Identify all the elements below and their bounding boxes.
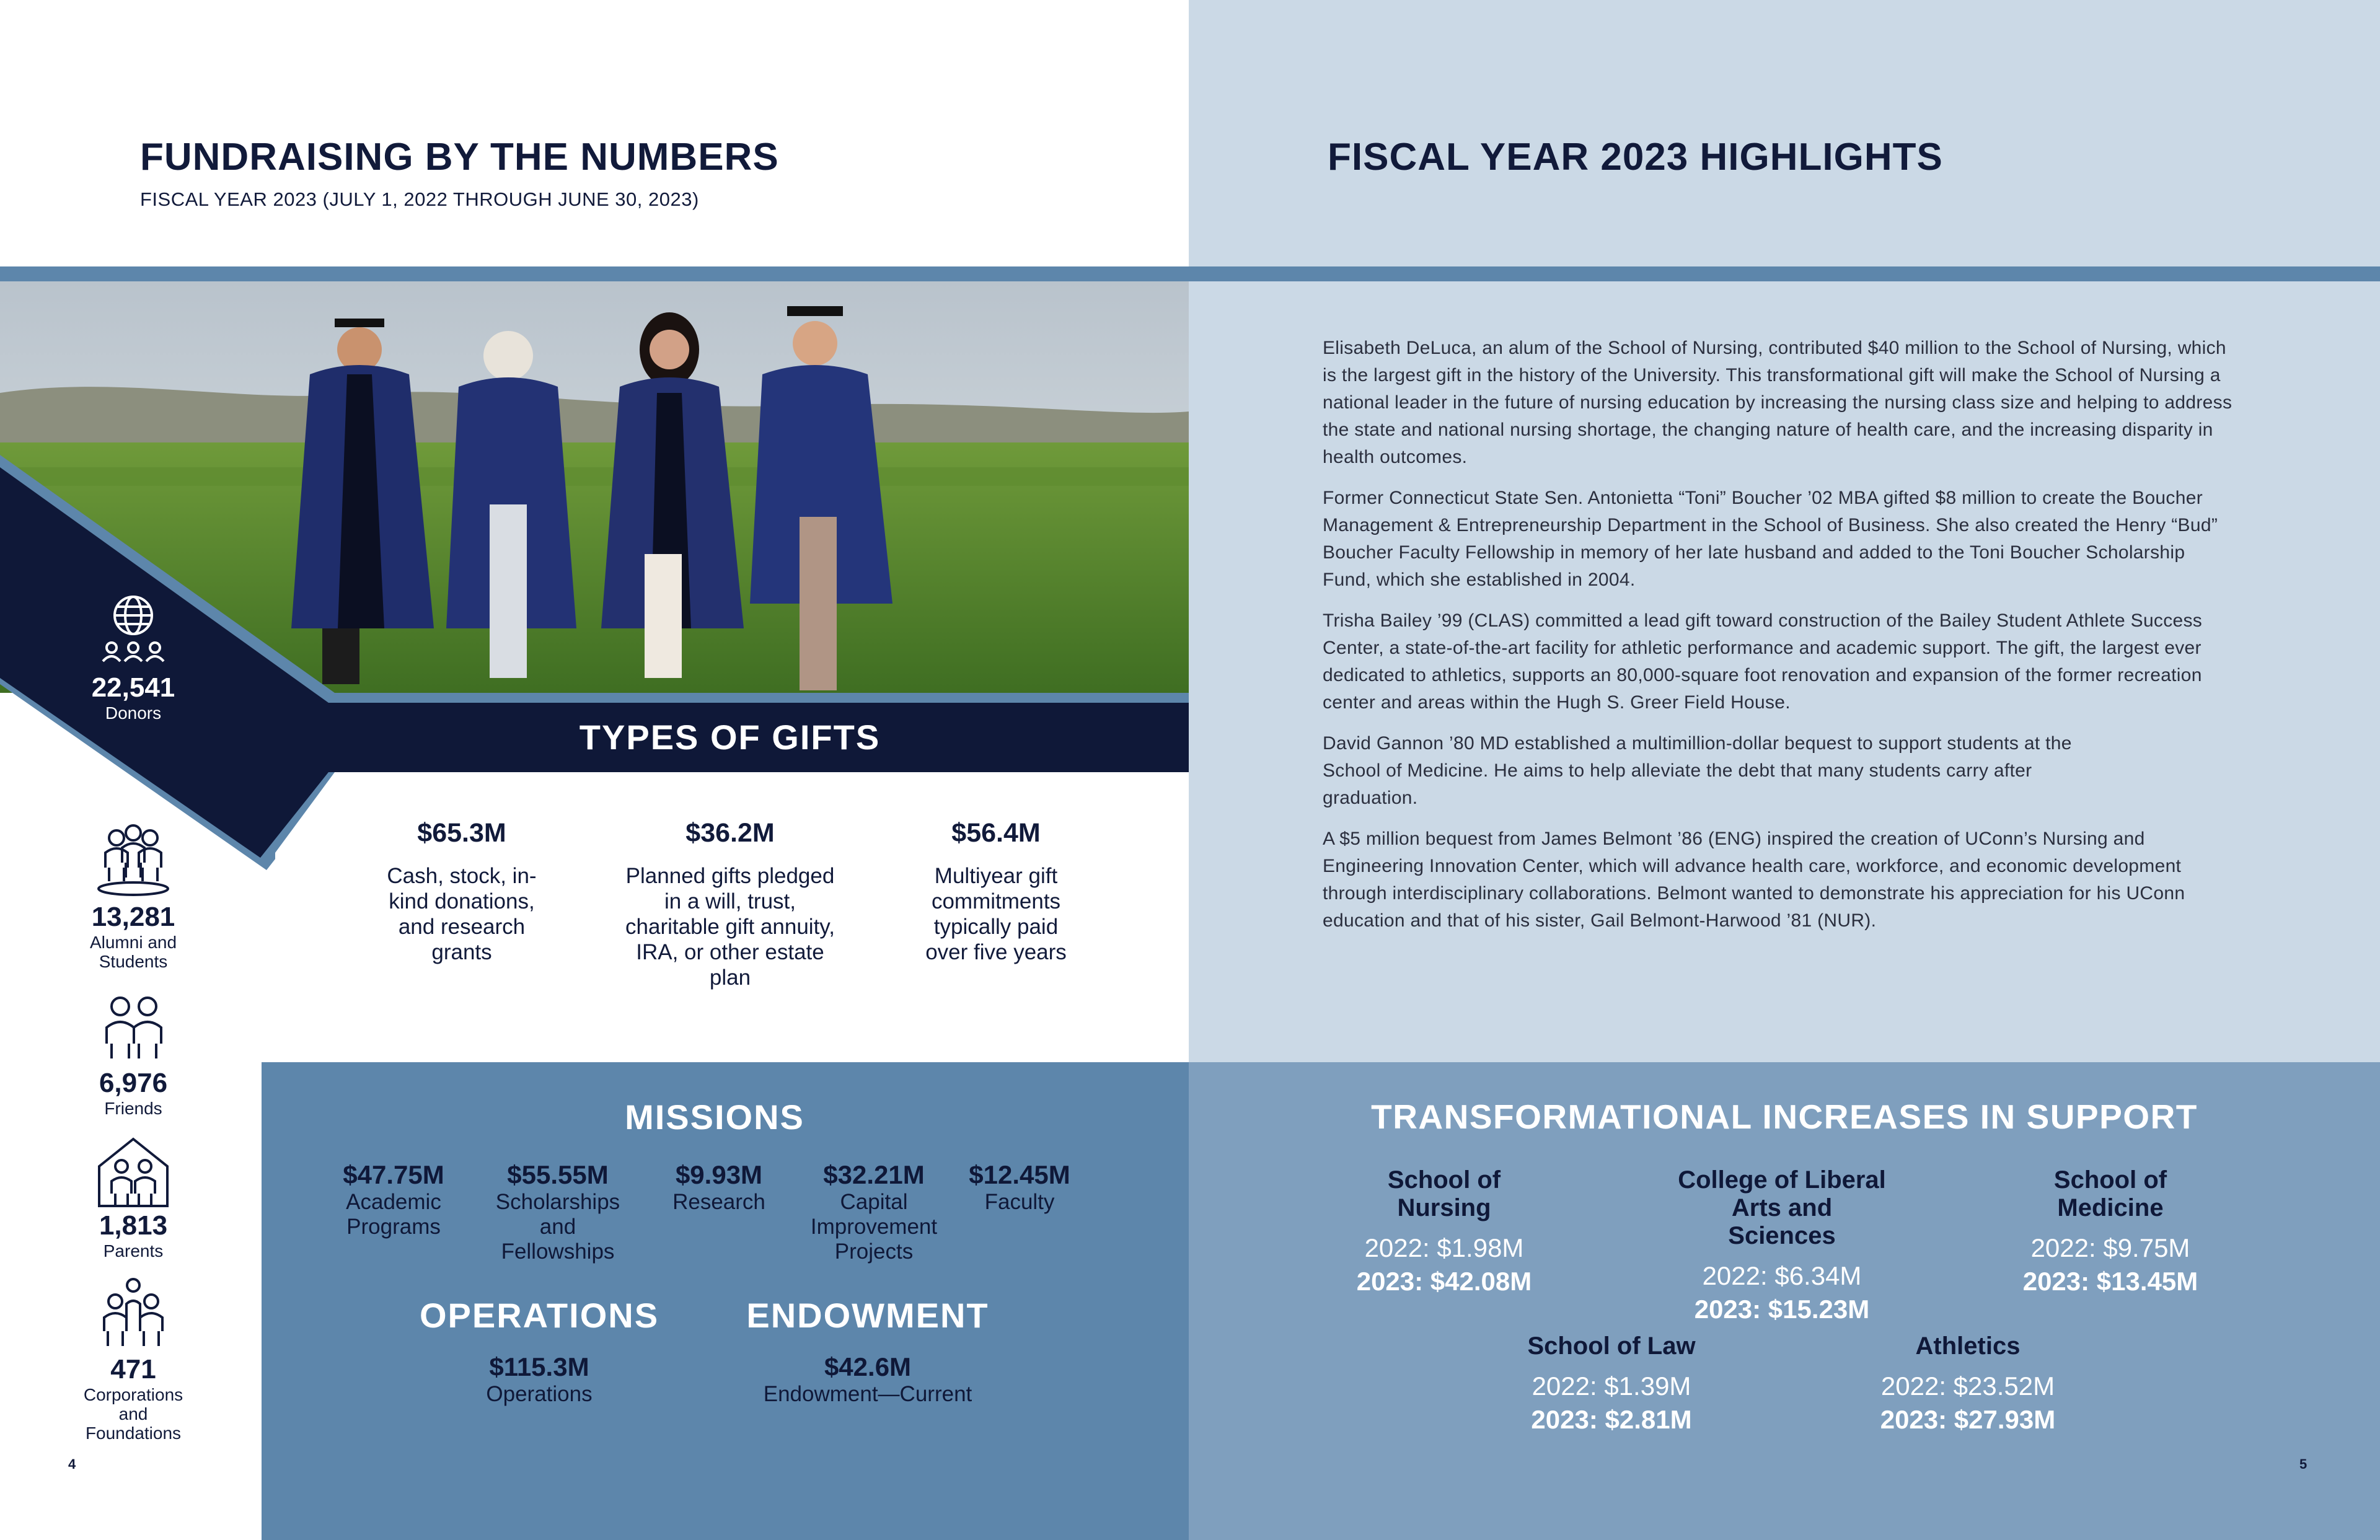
types-of-gifts-title: TYPES OF GIFTS [579,718,881,757]
highlight-paragraph: Trisha Bailey ’99 (CLAS) committed a lead gift toward construction of the Bailey Student Athlete Success Center, a state-of-the-art facility for athletic performance and academic support. The gift, the largest ever dedicated to athletics, supports an 80,000-square foot renovation and expansion of the former recreation center and areas within the Hugh S. Greer Field House. [1323,610,2203,713]
school-name: School of Medicine [2053,1166,2167,1221]
school-2022-value: 2022: $1.39M [1532,1371,1691,1401]
school-name: School of Law [1527,1332,1696,1360]
donor-label: Parents [103,1241,164,1261]
mission-item-faculty [954,1160,1085,1215]
school-2022-value: 2022: $9.75M [2030,1233,2190,1262]
school-2022-value: 2022: $1.98M [1364,1233,1524,1262]
group-people-icon [93,824,174,899]
donor-label: Donors [105,703,162,723]
school-2023-value: 2023: $27.93M [1880,1405,2056,1434]
right-page-header-bg [1189,0,2380,266]
mission-item-capital [800,1160,948,1264]
donor-label: Alumni and Students [89,933,177,971]
mission-item-academic [322,1160,465,1239]
donor-stat-corporations [62,1354,205,1443]
page-number-left: 4 [68,1456,76,1472]
highlight-paragraph: David Gannon ’80 MD established a multimillion-dollar bequest to support students at the School of Medicine. He aims to help alleviate the debt that many students carry after graduation. [1323,733,2072,808]
highlight-paragraph: Former Connecticut State Sen. Antonietta “Toni” Boucher ’02 MBA gifted $8 million to create the Boucher Management & Entrepreneurship Department in the School of Business. She also created the Henry “Bud” Boucher Faculty Fellowship in memory of her late husband and added to the Toni Boucher Scholarship Fund, which she established in 2004. [1323,488,2218,590]
mission-item-scholarships [468,1160,648,1264]
school-medicine [1980,1166,2241,1296]
left-page-subtitle: FISCAL YEAR 2023 (JULY 1, 2022 THROUGH JUNE 30, 2023) [140,188,699,210]
highlight-paragraph: Elisabeth DeLuca, an alum of the School of Nursing, contributed $40 million to the School of Nursing, which is the largest gift in the history of the University. This transformational gift will make the School of Nursing a national leader in the future of nursing education by increasing the nursing class size and helping to address the state and national nursing shortage, the changing nature of health care, and the increasing disparity in health outcomes. [1323,338,2232,467]
school-name: Athletics [1915,1332,2021,1360]
highlight-paragraph: A $5 million bequest from James Belmont ’86 (ENG) inspired the creation of UConn’s Nursing and Engineering Innovation Center, which will advance health care, workforce, and economic development through interdisciplinary collaborations. Belmont wanted to demonstrate his appreciation for his UConn education and that of his sister, Gail Belmont-Harwood ’81 (NUR). [1323,829,2185,931]
school-nursing [1314,1166,1574,1296]
donor-label: Friends [104,1099,162,1118]
donor-label: Corporations and Foundations [83,1385,183,1443]
school-2022-value: 2022: $23.52M [1880,1371,2055,1401]
mission-label: Research [672,1190,765,1214]
mission-amount: $55.55M [507,1160,609,1189]
donor-stat-alumni [62,902,205,971]
school-law [1481,1332,1742,1435]
globe-people-icon [93,592,174,666]
mission-amount: $32.21M [823,1160,925,1189]
transformational-title: TRANSFORMATIONAL INCREASES IN SUPPORT [1371,1098,2198,1136]
operations-item [409,1352,669,1407]
mission-amount: $9.93M [675,1160,763,1189]
mission-amount: $12.45M [969,1160,1070,1189]
mission-label: Academic Programs [346,1190,441,1239]
school-2023-value: 2023: $13.45M [2022,1267,2198,1296]
mission-item-research [657,1160,781,1215]
gift-description: Cash, stock, in-kind donations, and research grants [387,864,537,964]
gift-item-cash [338,818,586,965]
donor-number: 471 [110,1354,156,1384]
school-name: College of Liberal Arts and Sciences [1678,1166,1886,1249]
school-2022-value: 2022: $6.34M [1702,1261,1862,1290]
two-people-icon [93,992,174,1066]
school-clas [1652,1166,1912,1324]
donor-stat-total [62,672,205,723]
mission-label: Capital Improvement Projects [810,1190,938,1264]
gift-item-multiyear [872,818,1120,965]
gift-amount: $65.3M [417,818,506,848]
school-2023-value: 2023: $42.08M [1356,1267,1532,1296]
header-rule [0,266,2380,281]
mission-label: Faculty [984,1190,1055,1214]
donor-number: 13,281 [91,902,175,932]
gift-description: Multiyear gift commitments typically paid over five years [925,864,1067,964]
corporate-people-icon [93,1277,174,1351]
school-2023-value: 2023: $2.81M [1531,1405,1692,1434]
operations-amount: $115.3M [489,1352,589,1381]
school-name: School of Nursing [1387,1166,1501,1221]
donor-number: 1,813 [99,1210,168,1241]
page-number-right: 5 [2299,1456,2307,1472]
gift-item-planned [606,818,854,990]
gift-amount: $36.2M [685,818,775,848]
school-2023-value: 2023: $15.23M [1694,1295,1870,1324]
endowment-label: Endowment—Current [763,1382,972,1406]
donor-stat-friends [62,1068,205,1118]
left-page-title: FUNDRAISING BY THE NUMBERS [140,136,779,178]
house-family-icon [93,1134,174,1208]
right-page-title: FISCAL YEAR 2023 HIGHLIGHTS [1328,136,1943,178]
operations-title: OPERATIONS [419,1296,659,1335]
missions-title: MISSIONS [625,1098,804,1137]
mission-label: Scholarships and Fellowships [495,1190,620,1264]
highlights-text [1323,335,2234,948]
donor-stat-parents [62,1210,205,1261]
school-athletics [1838,1332,2098,1435]
endowment-item [731,1352,1004,1407]
endowment-amount: $42.6M [824,1352,912,1381]
gift-amount: $56.4M [951,818,1041,848]
mission-amount: $47.75M [343,1160,444,1189]
endowment-title: ENDOWMENT [746,1296,989,1335]
donor-number: 6,976 [99,1068,168,1098]
operations-label: Operations [486,1382,593,1406]
donor-number: 22,541 [91,672,175,703]
gift-description: Planned gifts pledged in a will, trust, charitable gift annuity, IRA, or other estate plan [625,864,835,990]
